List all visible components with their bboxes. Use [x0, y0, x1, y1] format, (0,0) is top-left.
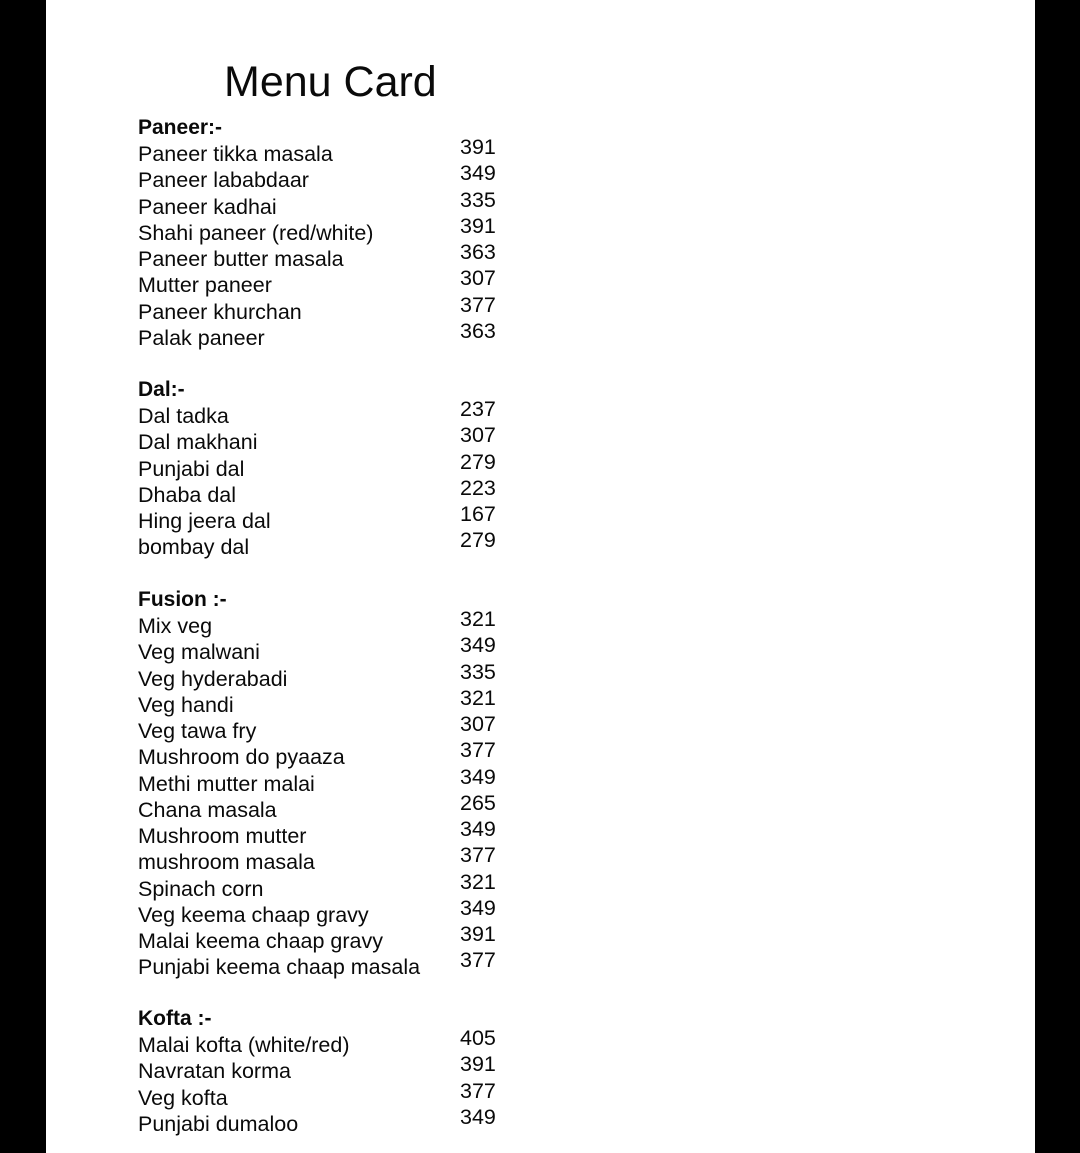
item-name: Dhaba dal — [138, 482, 237, 507]
item-price: 321 — [460, 685, 496, 710]
item-name: Paneer tikka masala — [138, 142, 333, 166]
item-price: 237 — [460, 397, 496, 421]
item-price: 335 — [460, 659, 496, 684]
item-price: 349 — [460, 633, 496, 658]
item-name: Paneer lababdaar — [138, 168, 309, 193]
item-name: Dal makhani — [138, 430, 258, 455]
section-heading: Fusion :- — [138, 588, 227, 611]
item-name: bombay dal — [138, 535, 250, 560]
item-name: Chana masala — [138, 797, 277, 822]
item-price: 391 — [460, 135, 496, 159]
menu-item — [138, 948, 518, 980]
item-name: Veg keema chaap gravy — [138, 902, 369, 927]
item-price: 377 — [460, 948, 496, 973]
item-name: Hing jeera dal — [138, 509, 271, 533]
item-price: 391 — [460, 1052, 496, 1077]
item-price: 377 — [460, 843, 496, 868]
item-price: 307 — [460, 266, 496, 291]
item-price: 363 — [460, 318, 496, 343]
item-name: Spinach corn — [138, 876, 264, 901]
menu-title: Menu Card — [224, 58, 437, 106]
item-price: 223 — [460, 475, 496, 500]
item-price: 349 — [460, 764, 496, 789]
item-name: Mutter paneer — [138, 273, 272, 298]
item-name: Dal tadka — [138, 404, 229, 428]
item-price: 405 — [460, 1026, 496, 1050]
item-name: Punjabi keema chaap masala — [138, 955, 421, 980]
item-price: 307 — [460, 423, 496, 448]
item-price: 321 — [460, 607, 496, 631]
item-name: Veg hyderabadi — [138, 666, 288, 691]
item-name: Malai kofta (white/red) — [138, 1033, 350, 1057]
menu-section-paneer — [138, 115, 518, 351]
item-price: 265 — [460, 790, 496, 815]
menu-section-fusion — [138, 587, 518, 981]
item-name: Mix veg — [138, 614, 213, 638]
item-name: Veg kofta — [138, 1085, 228, 1110]
item-price: 391 — [460, 922, 496, 946]
section-heading: Dal:- — [138, 378, 185, 401]
menu-section-dal — [138, 377, 518, 561]
item-price: 279 — [460, 449, 496, 474]
item-name: Veg malwani — [138, 640, 260, 665]
item-price: 321 — [460, 869, 496, 894]
item-name: Paneer khurchan — [138, 299, 302, 324]
item-name: Paneer butter masala — [138, 247, 344, 271]
item-name: Mushroom mutter — [138, 824, 307, 848]
item-name: Veg handi — [138, 692, 234, 717]
item-price: 377 — [460, 1078, 496, 1103]
item-name: Methi mutter malai — [138, 771, 315, 796]
item-name: Punjabi dal — [138, 456, 245, 481]
item-price: 377 — [460, 738, 496, 763]
item-name: Shahi paneer (red/white) — [138, 220, 374, 245]
menu-section-kofta — [138, 1006, 518, 1137]
item-price: 349 — [460, 1104, 496, 1129]
item-name: Navratan korma — [138, 1059, 291, 1084]
menu-item — [138, 318, 518, 351]
item-name: Veg tawa fry — [138, 719, 257, 743]
item-price: 377 — [460, 292, 496, 317]
section-heading: Kofta :- — [138, 1007, 212, 1030]
item-name: mushroom masala — [138, 850, 315, 875]
item-name: Palak paneer — [138, 325, 265, 350]
menu-item — [138, 1104, 518, 1137]
item-price: 307 — [460, 712, 496, 736]
item-price: 391 — [460, 213, 496, 238]
item-price: 167 — [460, 502, 496, 526]
item-name: Paneer kadhai — [138, 194, 277, 219]
item-price: 279 — [460, 528, 496, 553]
item-price: 349 — [460, 817, 496, 841]
item-price: 363 — [460, 240, 496, 264]
item-price: 349 — [460, 161, 496, 186]
item-price: 349 — [460, 895, 496, 920]
menu-page — [46, 0, 1035, 1153]
item-name: Mushroom do pyaaza — [138, 745, 345, 770]
item-price: 335 — [460, 187, 496, 212]
menu-item — [138, 528, 518, 560]
item-name: Punjabi dumaloo — [138, 1111, 299, 1136]
item-name: Malai keema chaap gravy — [138, 929, 383, 953]
section-heading: Paneer:- — [138, 116, 223, 139]
